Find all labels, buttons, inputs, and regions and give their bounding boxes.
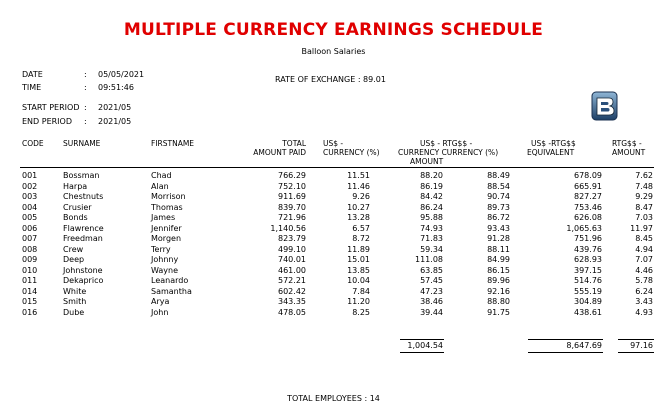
cell-total: 499.10 — [278, 244, 306, 254]
cell-rtgs-amt: 7.03 — [635, 213, 653, 222]
col-header-surname: SURNAME — [63, 139, 101, 148]
cell-rtgs-pct: 86.15 — [487, 265, 510, 275]
cell-total: 572.21 — [278, 276, 306, 285]
cell-equiv: 439.76 — [574, 244, 602, 254]
cell-rtgs-pct: 88.49 — [487, 171, 510, 180]
cell-total: 721.96 — [278, 213, 306, 222]
col-header-total — [240, 139, 306, 157]
cell-firstname: Morgen — [151, 234, 182, 243]
cell-equiv: 397.15 — [574, 265, 602, 275]
report-title: MULTIPLE CURRENCY EARNINGS SCHEDULE — [123, 20, 544, 40]
total-rule-equiv-bottom — [528, 352, 603, 353]
col-header-equivalent-line2: EQUIVALENT — [527, 148, 575, 157]
cell-total: 911.69 — [278, 192, 306, 201]
col-header-code: CODE — [22, 139, 44, 148]
cell-equiv: 751.96 — [574, 234, 602, 243]
cell-firstname: Samantha — [151, 286, 192, 296]
cell-code: 005 — [22, 213, 38, 222]
col-header-equivalent-line1: US$ -RTG$$ — [531, 139, 576, 148]
cell-code: 007 — [22, 234, 38, 243]
cell-surname: Crusier — [63, 202, 92, 212]
cell-rtgs-amt: 8.45 — [635, 234, 653, 243]
cell-total: 752.10 — [278, 181, 306, 191]
total-rule-usd-top — [400, 339, 444, 340]
cell-usd-amt: 74.93 — [420, 223, 443, 233]
cell-code: 004 — [22, 202, 38, 212]
total-equivalent: 8,647.69 — [566, 341, 602, 350]
cell-code: 015 — [22, 297, 38, 306]
report-subtitle: Balloon Salaries — [301, 47, 366, 56]
total-employees: TOTAL EMPLOYEES : 14 — [287, 394, 380, 403]
cell-rtgs-pct: 89.96 — [487, 276, 510, 285]
cell-total: 461.00 — [278, 265, 306, 275]
date-label: DATE — [22, 70, 43, 79]
cell-rtgs-pct: 88.11 — [487, 244, 510, 254]
cell-surname: Smith — [63, 297, 87, 306]
cell-usd-pct: 8.25 — [352, 307, 370, 317]
cell-rtgs-amt: 4.93 — [635, 307, 653, 317]
cell-equiv: 827.27 — [574, 192, 602, 201]
col-header-equivalent — [527, 139, 576, 157]
cell-surname: White — [63, 286, 87, 296]
cell-code: 003 — [22, 192, 38, 201]
cell-firstname: Terry — [151, 244, 171, 254]
cell-usd-pct: 7.84 — [352, 286, 370, 296]
cell-rtgs-pct: 91.75 — [487, 307, 510, 317]
col-header-total-line2: AMOUNT PAID — [253, 148, 306, 157]
cell-surname: Crew — [63, 244, 84, 254]
cell-usd-amt: 95.88 — [420, 213, 443, 222]
cell-usd-amt: 86.19 — [420, 181, 443, 191]
cell-usd-pct: 8.72 — [352, 234, 370, 243]
cell-equiv: 438.61 — [574, 307, 602, 317]
date-row — [22, 70, 144, 79]
time-colon: : — [84, 83, 87, 92]
cell-rtgs-amt: 11.97 — [630, 223, 653, 233]
cell-total: 839.70 — [278, 202, 306, 212]
cell-rtgs-amt: 9.29 — [635, 192, 653, 201]
cell-firstname: Alan — [151, 181, 169, 191]
cell-rtgs-pct: 91.28 — [487, 234, 510, 243]
cell-usd-amt: 38.46 — [420, 297, 443, 306]
cell-usd-pct: 15.01 — [347, 255, 370, 264]
cell-rtgs-amt: 5.78 — [635, 276, 653, 285]
cell-usd-amt: 84.42 — [420, 192, 443, 201]
cell-firstname: Jennifer — [151, 223, 182, 233]
cell-rtgs-pct: 90.74 — [487, 192, 510, 201]
cell-surname: Dekaprico — [63, 276, 104, 285]
time-label: TIME — [22, 83, 42, 92]
b-logo-icon — [591, 91, 618, 121]
cell-rtgs-pct: 86.72 — [487, 213, 510, 222]
total-usd-amount: 1,004.54 — [407, 341, 443, 350]
cell-usd-pct: 13.28 — [347, 213, 370, 222]
cell-usd-pct: 11.46 — [347, 181, 370, 191]
cell-total: 766.29 — [278, 171, 306, 180]
total-rule-rtgs-bottom — [618, 352, 654, 353]
cell-total: 602.42 — [278, 286, 306, 296]
cell-firstname: John — [151, 307, 169, 317]
cell-rtgs-amt: 6.24 — [635, 286, 653, 296]
cell-usd-pct: 10.27 — [347, 202, 370, 212]
col-header-usd-rtgs-line2: CURRENCY CURRENCY (%) — [398, 148, 499, 157]
total-rule-equiv-top — [528, 339, 603, 340]
cell-surname: Bonds — [63, 213, 88, 222]
cell-usd-pct: 11.89 — [347, 244, 370, 254]
cell-usd-pct: 11.20 — [347, 297, 370, 306]
col-header-usd-line2: CURRENCY (%) — [323, 148, 380, 157]
cell-firstname: Wayne — [151, 265, 179, 275]
cell-rtgs-amt: 3.43 — [635, 297, 653, 306]
total-rule-rtgs-top — [618, 339, 654, 340]
cell-surname: Bossman — [63, 171, 100, 180]
cell-total: 823.79 — [278, 234, 306, 243]
end-period-label: END PERIOD — [22, 117, 72, 126]
cell-usd-amt: 47.23 — [420, 286, 443, 296]
col-header-usd — [323, 139, 380, 157]
start-period-row — [22, 103, 131, 112]
cell-equiv: 678.09 — [574, 171, 602, 180]
col-header-total-line1: TOTAL — [282, 139, 306, 148]
cell-surname: Harpa — [63, 181, 88, 191]
cell-code: 010 — [22, 265, 38, 275]
cell-usd-amt: 57.45 — [420, 276, 443, 285]
cell-usd-amt: 86.24 — [420, 202, 443, 212]
cell-firstname: Thomas — [151, 202, 183, 212]
cell-total: 740.01 — [278, 255, 306, 264]
end-period-colon: : — [84, 117, 87, 126]
cell-firstname: Johnny — [151, 255, 179, 264]
cell-equiv: 628.93 — [574, 255, 602, 264]
end-period-value: 2021/05 — [98, 117, 132, 126]
cell-usd-pct: 11.51 — [347, 171, 370, 180]
cell-total: 478.05 — [278, 307, 306, 317]
cell-equiv: 753.46 — [574, 202, 602, 212]
cell-rtgs-amt: 4.46 — [635, 265, 653, 275]
cell-code: 009 — [22, 255, 38, 264]
cell-usd-amt: 63.85 — [420, 265, 443, 275]
cell-rtgs-amt: 7.48 — [635, 181, 653, 191]
cell-firstname: Morrison — [151, 192, 186, 201]
cell-rtgs-pct: 89.73 — [487, 202, 510, 212]
cell-usd-amt: 71.83 — [420, 234, 443, 243]
cell-total: 1,140.56 — [270, 223, 306, 233]
col-header-usd-line1: US$ - — [323, 139, 344, 148]
cell-code: 016 — [22, 307, 38, 317]
cell-rtgs-pct: 92.16 — [487, 286, 510, 296]
cell-equiv: 1,065.63 — [566, 223, 602, 233]
cell-rtgs-amt: 8.47 — [635, 202, 653, 212]
col-header-usd-rtgs-line3: AMOUNT — [410, 157, 444, 166]
time-row — [22, 83, 134, 92]
col-header-usd-rtgs — [398, 139, 498, 166]
total-rule-usd-bottom — [400, 352, 444, 353]
cell-surname: Johnstone — [63, 265, 103, 275]
col-header-rtgs-line2: AMOUNT — [612, 148, 646, 157]
col-header-rtgs — [612, 139, 645, 157]
cell-firstname: Arya — [151, 297, 170, 306]
cell-rtgs-pct: 93.43 — [487, 223, 510, 233]
cell-surname: Deep — [63, 255, 85, 264]
cell-code: 002 — [22, 181, 38, 191]
cell-usd-pct: 9.26 — [352, 192, 370, 201]
cell-usd-amt: 111.08 — [415, 255, 443, 264]
cell-equiv: 665.91 — [574, 181, 602, 191]
cell-firstname: Chad — [151, 171, 172, 180]
cell-firstname: James — [151, 213, 176, 222]
col-header-usd-rtgs-line1: US$ - RTG$$ - — [420, 139, 473, 148]
cell-equiv: 626.08 — [574, 213, 602, 222]
end-period-row — [22, 117, 131, 126]
cell-usd-amt: 39.44 — [420, 307, 443, 317]
cell-surname: Flawrence — [63, 223, 104, 233]
cell-rtgs-amt: 7.62 — [635, 171, 653, 180]
cell-code: 001 — [22, 171, 38, 180]
cell-usd-amt: 59.34 — [420, 244, 443, 254]
start-period-value: 2021/05 — [98, 103, 132, 112]
cell-usd-pct: 6.57 — [352, 223, 370, 233]
cell-usd-amt: 88.20 — [420, 171, 443, 180]
cell-usd-pct: 10.04 — [347, 276, 370, 285]
cell-equiv: 304.89 — [574, 297, 602, 306]
start-period-label: START PERIOD — [22, 103, 80, 112]
cell-rtgs-pct: 88.80 — [487, 297, 510, 306]
start-period-colon: : — [84, 103, 87, 112]
cell-rtgs-amt: 7.07 — [635, 255, 653, 264]
cell-total: 343.35 — [278, 297, 306, 306]
cell-surname: Freedman — [63, 234, 103, 243]
date-colon: : — [84, 70, 87, 79]
cell-surname: Chestnuts — [63, 192, 104, 201]
cell-code: 011 — [22, 276, 38, 285]
cell-equiv: 555.19 — [574, 286, 602, 296]
cell-code: 006 — [22, 223, 38, 233]
cell-equiv: 514.76 — [574, 276, 602, 285]
date-value: 05/05/2021 — [98, 70, 145, 79]
time-value: 09:51:46 — [98, 83, 134, 92]
cell-rtgs-pct: 88.54 — [487, 181, 510, 191]
total-rtgs-amount: 97.16 — [630, 341, 653, 350]
cell-code: 008 — [22, 244, 38, 254]
col-header-firstname: FIRSTNAME — [151, 139, 195, 148]
cell-rtgs-amt: 4.94 — [635, 244, 653, 254]
cell-surname: Dube — [63, 307, 85, 317]
cell-code: 014 — [22, 286, 38, 296]
col-header-rtgs-line1: RTG$$ - — [612, 139, 642, 148]
exchange-rate: RATE OF EXCHANGE : 89.01 — [275, 75, 386, 84]
header-rule — [20, 167, 654, 168]
cell-rtgs-pct: 84.99 — [487, 255, 510, 264]
cell-firstname: Leanardo — [151, 276, 189, 285]
cell-usd-pct: 13.85 — [347, 265, 370, 275]
